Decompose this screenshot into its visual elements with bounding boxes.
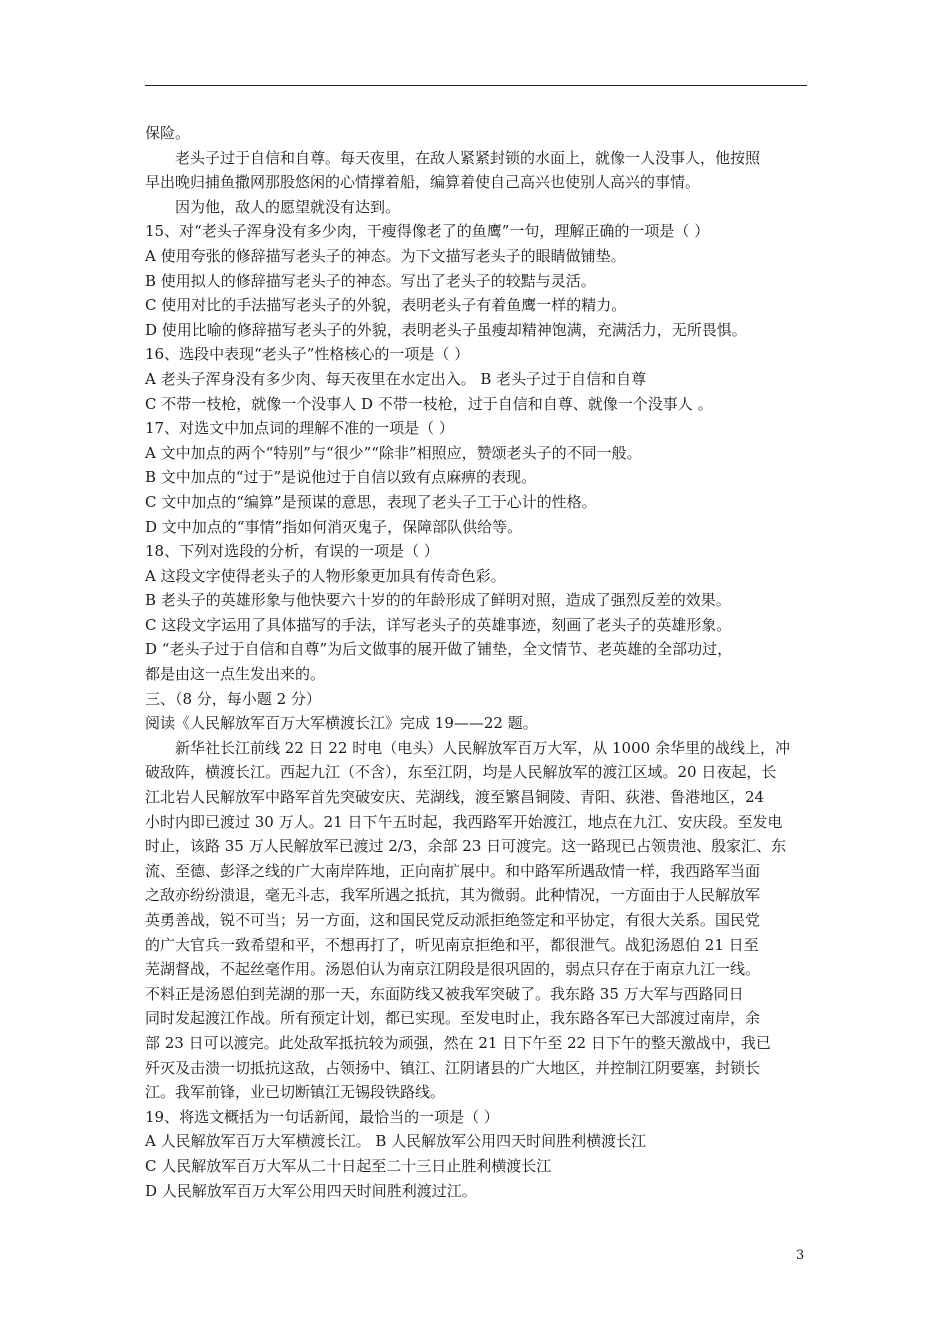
text-line: C 这段文字运用了具体描写的手法，详写老头子的英雄事迹，刻画了老头子的英雄形象。: [145, 615, 732, 634]
text-line: B 使用拟人的修辞描写老头子的神态。写出了老头子的较黠与灵活。: [145, 271, 596, 290]
text-line: A 人民解放军百万大军横渡长江。 B 人民解放军公用四天时间胜利横渡长江: [145, 1132, 647, 1151]
text-line: 歼灭及击溃一切抵抗这敌，占领扬中、镇江、江阴诸县的广大地区，并控制江阴要塞，封锁长: [145, 1058, 761, 1077]
text-line: 小时内即已渡过 30 万人。21 日下午五时起，我西路军开始渡江，地点在九江、安庆段。至发电: [145, 812, 783, 831]
header-rule: [145, 85, 807, 86]
text-line: 的广大官兵一致希望和平，不想再打了，听见南京拒绝和平，都很泄气。战犯汤恩伯 21 日至: [145, 935, 759, 954]
text-line: C 人民解放军百万大军从二十日起至二十三日止胜利横渡长江: [145, 1156, 552, 1175]
text-line: 不料正是汤恩伯到芜湖的那一天，东面防线又被我军突破了。我东路 35 万大军与西路同日: [145, 984, 744, 1003]
text-line: 18、下列对选段的分析，有误的一项是（ ）: [145, 542, 439, 561]
text-line: 新华社长江前线 22 日 22 时电（电头）人民解放军百万大军，从 1000 余华里的战线上，冲: [175, 738, 790, 757]
text-line: D 使用比喻的修辞描写老头子的外貌，表明老头子虽瘦却精神饱满，充满活力，无所畏惧。: [145, 320, 747, 339]
text-line: C 使用对比的手法描写老头子的外貌，表明老头子有着鱼鹰一样的精力。: [145, 296, 627, 315]
text-line: D 文中加点的“事情”指如何消灭鬼子，保障部队供给等。: [145, 517, 523, 536]
text-line: 16、选段中表现“老头子”性格核心的一项是（ ）: [145, 345, 470, 364]
text-line: 部 23 日可以渡完。此处敌军抵抗较为顽强，然在 21 日下午至 22 日下午的整天激战中，我已: [145, 1033, 771, 1052]
text-line: 都是由这一点生发出来的。: [145, 665, 326, 684]
text-line: 早出晚归捕鱼撒网那股悠闲的心情撑着船，编算着使自己高兴也使别人高兴的事情。: [145, 173, 701, 192]
text-line: 流、至德、彭泽之线的广大南岸阵地，正向南扩展中。和中路军所遇敌情一样，我西路军当面: [145, 861, 761, 880]
text-line: A 老头子浑身没有多少肉、每天夜里在水定出入。 B 老头子过于自信和自尊: [145, 369, 647, 388]
text-line: 15、对“老头子浑身没有多少肉，干瘦得像老了的鱼鹰”一句，理解正确的一项是（ ）: [145, 222, 710, 241]
text-line: 破敌阵，横渡长江。西起九江（不含），东至江阴，均是人民解放军的渡江区域。20 日夜起，长: [145, 763, 777, 782]
text-line: B 老头子的英雄形象与他快要六十岁的的年龄形成了鲜明对照，造成了强烈反差的效果。: [145, 591, 731, 610]
page-number: 3: [796, 1248, 805, 1263]
text-line: 同时发起渡江作战。所有预定计划，都已实现。至发电时止，我东路各军已大部渡过南岸，余: [145, 1009, 761, 1028]
text-line: 三、（8 分，每小题 2 分）: [145, 689, 321, 708]
text-line: 因为他，敌人的愿望就没有达到。: [175, 197, 401, 216]
text-line: A 这段文字使得老头子的人物形象更加具有传奇色彩。: [145, 566, 506, 585]
text-line: A 使用夸张的修辞描写老头子的神态。为下文描写老头子的眼睛做铺垫。: [145, 246, 626, 265]
text-line: 江。我军前锋，业已切断镇江无锡段铁路线。: [145, 1083, 446, 1102]
text-line: 英勇善战，锐不可当；另一方面，这和国民党反动派拒绝签定和平协定，有很大关系。国民党: [145, 911, 761, 929]
text-line: 江北岩人民解放军中路军首先突破安庆、芜湖线，渡至繁昌铜陵、青阳、荻港、鲁港地区，24: [145, 788, 765, 807]
text-line: A 文中加点的两个“特别”与“很少”“除非”相照应，赞颂老头子的不同一般。: [145, 443, 642, 462]
text-line: 19、将选文概括为一句话新闻，最恰当的一项是（ ）: [145, 1107, 499, 1126]
text-line: 之敌亦纷纷溃退，毫无斗志，我军所遇之抵抗，其为微弱。此种情况，一方面由于人民解放军: [145, 886, 761, 905]
text-line: D “老头子过于自信和自尊”为后文做事的展开做了铺垫，全文情节、老英雄的全部功过，: [145, 640, 733, 659]
text-line: D 人民解放军百万大军公用四天时间胜利渡过江。: [145, 1181, 477, 1200]
document-body: [145, 121, 810, 1203]
text-line: 芜湖督战，不起丝毫作用。汤恩伯认为南京江阴段是很巩固的，弱点只存在于南京九江一线。: [145, 960, 761, 979]
text-line: C 文中加点的“编算”是预谋的意思，表现了老头子工于心计的性格。: [145, 492, 597, 511]
text-line: 17、对选文中加点词的理解不准的一项是（ ）: [145, 419, 454, 438]
text-line: 老头子过于自信和自尊。每天夜里，在敌人紧紧封锁的水面上，就像一人没事人，他按照: [175, 148, 761, 167]
text-line: 保险。: [145, 124, 191, 142]
text-line: 阅读《人民解放军百万大军横渡长江》完成 19——22 题。: [145, 714, 538, 733]
text-line: B 文中加点的“过于”是说他过于自信以致有点麻痹的表现。: [145, 468, 537, 487]
text-line: C 不带一枝枪，就像一个没事人 D 不带一枝枪，过于自信和自尊、就像一个没事人 。: [145, 394, 713, 413]
text-line: 时止，该路 35 万人民解放军已渡过 2/3，余部 23 日可渡完。这一路现已占领贵池、殷家汇、东: [145, 837, 787, 856]
